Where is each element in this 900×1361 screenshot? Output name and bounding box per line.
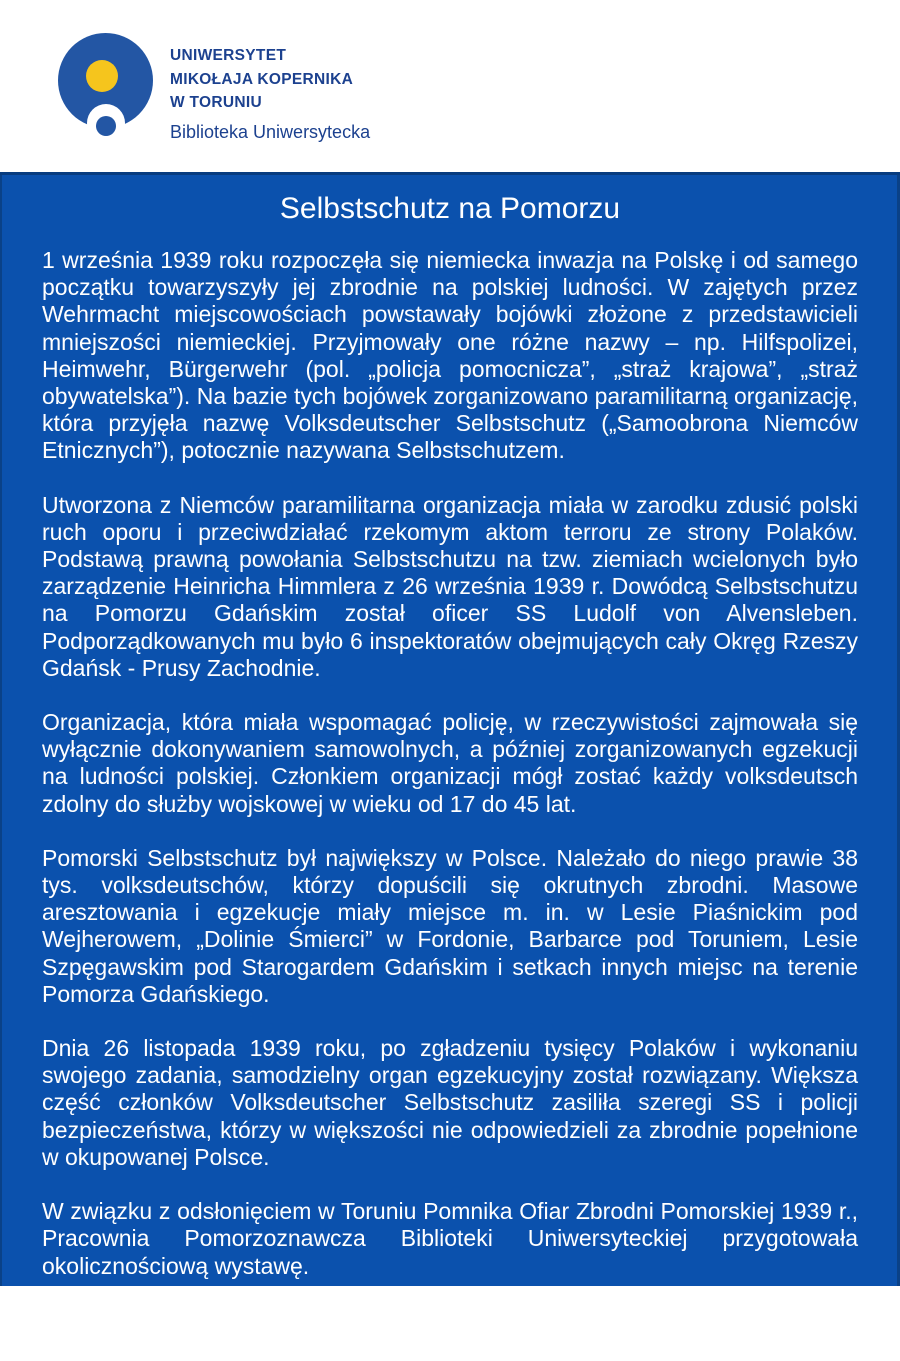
paragraph-3: Organizacja, która miała wspomagać policję, w rzeczywistości zajmowała się wyłącznie dokonywaniem samowolnych, a później zorganizowanych egzekucji na ludności polskiej. Członkiem organizacji mógł zostać każdy volksdeutsch zdolny do służby wojskowej w wieku od 17 do 45 lat. (42, 709, 858, 817)
header-text-block (170, 44, 370, 143)
page-title: Selbstschutz na Pomorzu (279, 192, 621, 225)
paragraph-4: Pomorski Selbstschutz był największy w Polsce. Należało do niego prawie 38 tys. volksdeutschów, którzy dopuścili się okrutnych zbrodni. Masowe aresztowania i egzekucje miały miejsce m. in. w Lesie Piaśnickim pod Wejherowem, „Dolinie Śmierci” w Fordonie, Barbarce pod Toruniem, Lesie Szpęgawskim pod Starogardem Gdańskim i setkach innych miejsc na terenie Pomorza Gdańskiego. (42, 844, 858, 1007)
article-body (42, 247, 858, 1361)
university-name-line1: UNIWERSYTET (170, 47, 287, 64)
logo-satellite-dot-icon (96, 116, 116, 136)
umk-logo-icon (58, 33, 153, 143)
logo-sun-icon (86, 60, 118, 92)
header (0, 0, 900, 172)
paragraph-2: Utworzona z Niemców paramilitarna organizacja miała w zarodku zdusić polski ruch oporu i przeciwdziałać rzekomym aktom terroru ze strony Polaków. Podstawą prawną powołania Selbstschutzu na tzw. ziemiach wcielonych było zarządzenie Heinricha Himmlera z 26 września 1939 r. Dowódcą Selbstschutzu na Pomorzu Gdańskim został oficer SS Ludolf von Alvensleben. Podporządkowanych mu było 6 inspektoratów obejmujących cały Okręg Rzeszy Gdańsk - Prusy Zachodnie. (42, 491, 858, 681)
university-name-line2: MIKOŁAJA KOPERNIKA (170, 70, 354, 88)
paragraph-6: W związku z odsłonięciem w Toruniu Pomnika Ofiar Zbrodni Pomorskiej 1939 r., Pracownia Pomorzoznawcza Biblioteki Uniwersyteckiej przygotowała okolicznościową wystawę. (42, 1198, 858, 1279)
article-panel (0, 172, 900, 1360)
panel-left-edge (0, 175, 2, 1286)
university-name-line3: W TORUNIU (170, 94, 262, 111)
paragraph-5: Dnia 26 listopada 1939 roku, po zgładzeniu tysięcy Polaków i wykonaniu swojego zadania, samodzielny organ egzekucyjny został rozwiązany. Większa część członków Volksdeutscher Selbstschutz zasiliła szeregi SS i policji bezpieczeństwa, którzy w większości nie odpowiedzieli za zbrodnie popełnione w okupowanej Polsce. (42, 1035, 858, 1170)
library-subtitle: Biblioteka Uniwersytecka (170, 121, 371, 142)
paragraph-7: Ekspozycję można oglądać od 5 do 19 października 2018 r. na II piętrze Biblioteki Uniwersyteckiej. (42, 1306, 858, 1360)
paragraph-1: 1 września 1939 roku rozpoczęła się niemiecka inwazja na Polskę i od samego początku towarzyszyły jej zbrodnie na polskiej ludności. W zajętych przez Wehrmacht miejscowościach powstawały bojówki złożone z przedstawicieli mniejszości niemieckiej. Przyjmowały one różne nazwy – np. Hilfspolizei, Heimwehr, Bürgerwehr (pol. „policja pomocnicza”, „straż krajowa”, „straż obywatelska”). Na bazie tych bojówek zorganizowano paramilitarną organizację, która przyjęła nazwę Volksdeutscher Selbstschutz („Samoobrona Niemców Etnicznych”), potocznie nazywana Selbstschutzem. (42, 247, 858, 464)
